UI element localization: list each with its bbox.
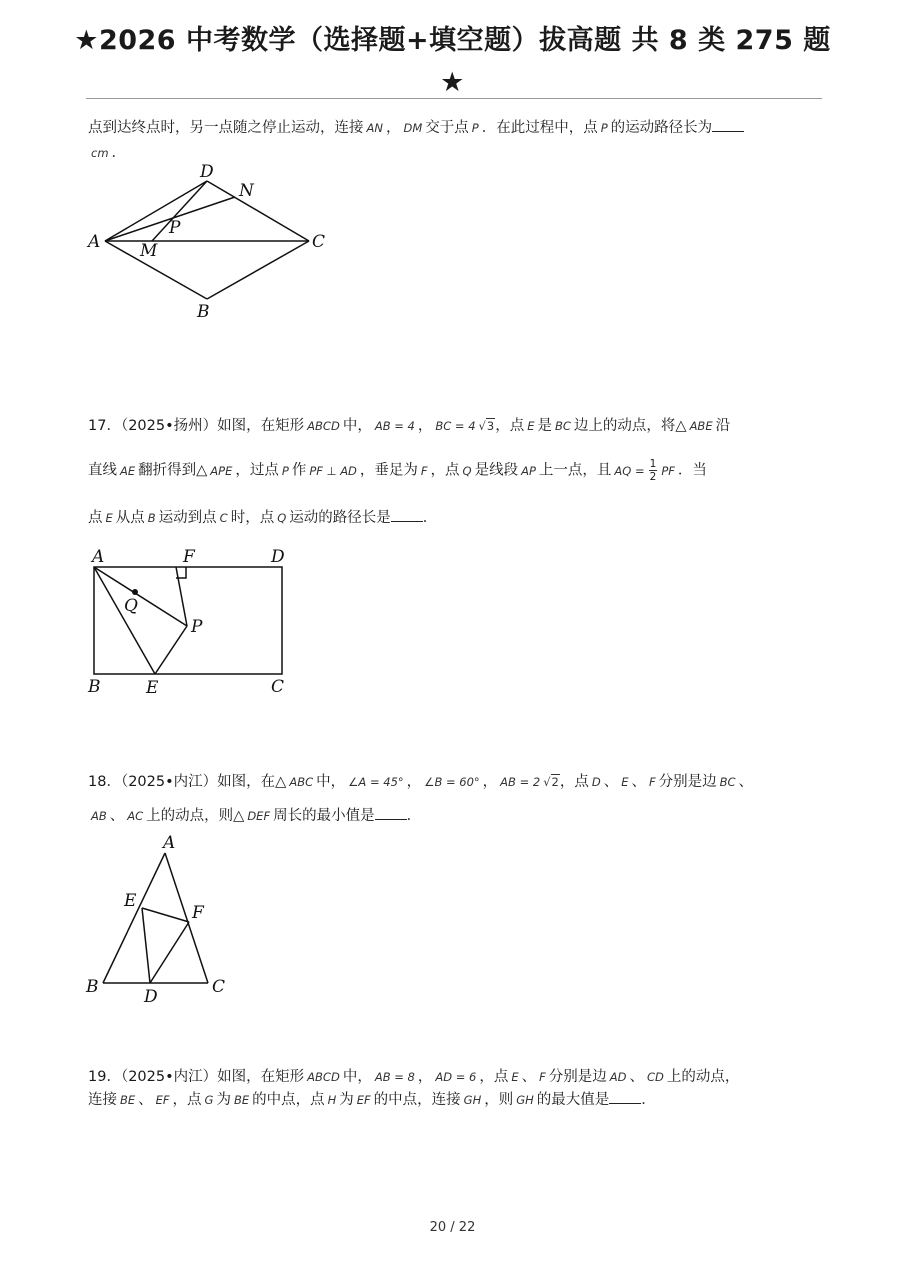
q16-text-line-2: cm ． <box>91 145 127 161</box>
label-Q: Q <box>124 596 138 616</box>
label-M: M <box>140 241 158 261</box>
label-D: D <box>144 987 158 1007</box>
page-number: 20 / 22 <box>429 1220 476 1235</box>
answer-blank <box>712 118 744 132</box>
segment-AE <box>94 567 155 674</box>
q18-figure-triangle <box>80 828 240 1013</box>
label-E: E <box>124 891 137 911</box>
label-A: A <box>163 833 176 853</box>
q16-text-line-1: 点到达终点时，另一点随之停止运动，连接 AN ， DM 交于点 P ．在此过程中，点 P 的运动路径长为 <box>88 116 744 137</box>
label-C: C <box>212 977 226 997</box>
label-D: D <box>271 547 285 567</box>
label-C: C <box>271 677 285 697</box>
title-divider <box>86 98 822 99</box>
label-B: B <box>197 302 210 322</box>
q16-figure-rhombus <box>80 160 340 325</box>
segment-FD <box>150 922 189 983</box>
label-C: C <box>312 232 326 252</box>
segment-EF <box>142 908 189 922</box>
label-B: B <box>88 677 101 697</box>
q19-text-line-2: 连接 BE 、 EF ，点 G 为 BE 的中点，点 H 为 EF 的中点，连接 GH ，则 GH 的最大值是 ． <box>88 1092 656 1108</box>
segment-ED <box>142 908 150 983</box>
label-A: A <box>88 232 101 252</box>
q17-figure-rectangle <box>80 545 300 700</box>
edge-CB <box>207 241 309 299</box>
title-line-2: ★ <box>440 67 465 98</box>
label-B: B <box>86 977 99 997</box>
answer-blank <box>391 508 423 522</box>
title-line-1: ★2026 中考数学（选择题+填空题）拔高题 共 8 类 275 题 <box>74 25 831 56</box>
point-Q <box>132 589 138 595</box>
label-N: N <box>239 181 254 201</box>
label-F: F <box>183 547 195 567</box>
q18-text-line-2: AB 、 AC 上的动点，则△ DEF 周长的最小值是 ． <box>91 808 422 824</box>
label-F: F <box>192 903 204 923</box>
label-A: A <box>92 547 105 567</box>
page-title <box>0 20 905 104</box>
label-D: D <box>200 162 214 182</box>
q17-text-line-3: 点 E 从点 B 运动到点 C 时，点 Q 运动的路径长是 ． <box>88 510 438 526</box>
q17-text-line-2: 直线 AE 翻折得到△ APE ，过点 P 作 PF ⊥ AD ，垂足为 F ，点 Q 是线段 AP 上一点，且 AQ = $\frac{1}{2}$ PF ．当 <box>88 458 707 483</box>
label-P: P <box>169 218 181 238</box>
segment-AP <box>94 567 187 626</box>
label-P: P <box>191 617 203 637</box>
answer-blank <box>375 806 407 820</box>
answer-blank <box>609 1090 641 1104</box>
edge-AB <box>103 853 165 983</box>
q17-text-line-1: 17．（2025•扬州）如图，在矩形 ABCD 中， AB = 4 ， BC = 4 √3，点 E 是 BC 边上的动点，将△ ABE 沿 <box>88 418 731 434</box>
rectangle-ABCD <box>94 567 282 674</box>
edge-DC <box>207 181 309 241</box>
q19-text-line-1: 19．（2025•内江）如图，在矩形 ABCD 中， AB = 8 ， AD = 6 ，点 E 、 F 分别是边 AD 、 CD 上的动点， <box>88 1069 740 1085</box>
q18-text-line-1: 18．（2025•内江）如图，在△ ABC 中， ∠A = 45° ， ∠B = 60° ， AB = 2 √2，点 D 、 E 、 F 分别是边 BC 、 <box>88 774 754 790</box>
segment-PE <box>155 626 187 674</box>
label-E: E <box>146 678 159 698</box>
